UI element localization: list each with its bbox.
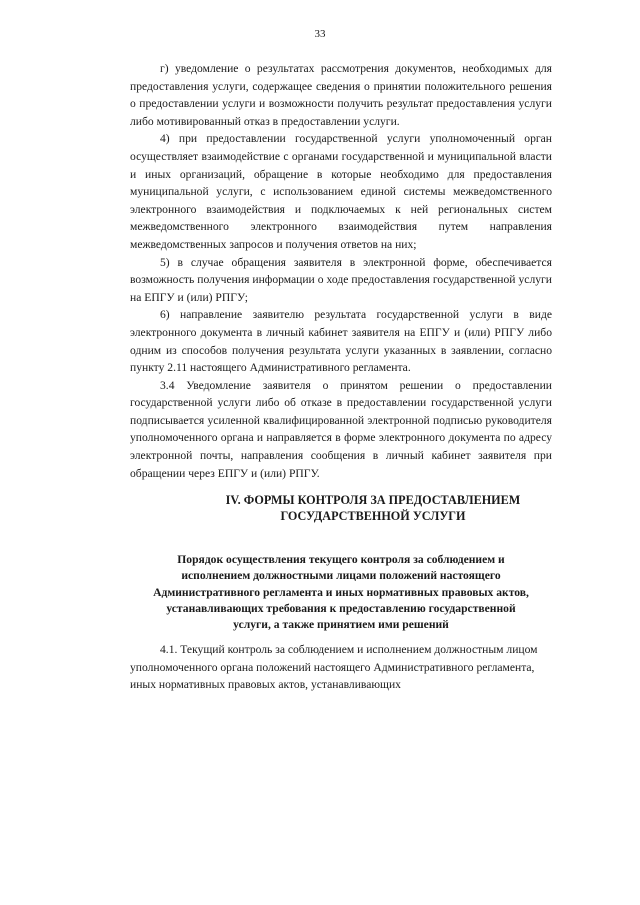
page-number: 33	[314, 28, 326, 40]
sub-heading-line: Административного регламента и иных нормативных правовых актов,	[153, 585, 529, 599]
paragraph-item-6: 6) направление заявителю результата государственной услуги в виде электронного документа в личный кабинет заявителя на ЕПГУ и (или) РПГУ либо одним из способов получения результата услуги указанных в заявлении, согласно пункту 2.11 настоящего Административного регламента.	[130, 308, 552, 375]
section-heading-line: IV. ФОРМЫ КОНТРОЛЯ ЗА ПРЕДОСТАВЛЕНИЕМ	[225, 493, 521, 508]
section-heading	[130, 492, 552, 524]
paragraph-4-1: 4.1. Текущий контроль за соблюдением и исполнением должностным лицом уполномоченного органа положений настоящего Административного регламента, иных нормативных правовых актов, устанавливающих	[130, 643, 538, 692]
section-heading-line: ГОСУДАРСТВЕННОЙ УСЛУГИ	[280, 509, 466, 524]
sub-heading	[130, 552, 552, 633]
paragraph-item-4: 4) при предоставлении государственной услуги уполномоченный орган осуществляет взаимодействие с органами государственной и муниципальной власти и иных организаций, обращение в которые необходимо для предоставления муниципальной услуги, с использованием единой системы межведомственного электронного взаимодействия и подключаемых к ней региональных систем межведомственного электронного взаимодействия путем направления межведомственных запросов и получения ответов на них;	[130, 132, 552, 251]
sub-heading-line: устанавливающих требования к предоставлению государственной	[166, 601, 516, 615]
sub-heading-line: услуги, а также принятием ими решений	[233, 618, 449, 632]
document-body	[130, 60, 552, 694]
sub-heading-line: Порядок осуществления текущего контроля за соблюдением и	[177, 553, 505, 567]
paragraph-item-5: 5) в случае обращения заявителя в электронной форме, обеспечивается возможность получения информации о ходе предоставления государственной услуги на ЕПГУ и (или) РПГУ;	[130, 255, 552, 304]
paragraph-3-4: 3.4 Уведомление заявителя о принятом решении о предоставлении государственной услуги либо об отказе в предоставлении государственной услуги подписывается усиленной квалифицированной электронной подписью руководителя уполномоченного органа и направляется в форме электронного документа по адресу электронной почты, направления сообщения в личный кабинет заявителя при обращении через ЕПГУ и (или) РПГУ.	[130, 378, 552, 480]
paragraph-item-g: г) уведомление о результатах рассмотрения документов, необходимых для предоставления услуги, содержащее сведения о принятии положительного решения о предоставлении услуги и возможности получить результат предоставления услуги либо мотивированный отказ в предоставлении услуги.	[130, 62, 552, 128]
sub-heading-line: исполнением должностными лицами положений настоящего	[181, 569, 501, 583]
